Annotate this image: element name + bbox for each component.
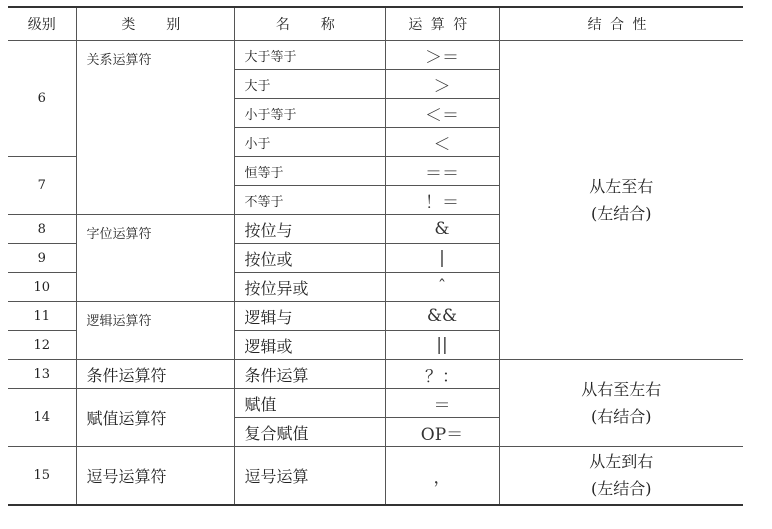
level-cell: 11: [8, 302, 76, 331]
header-operator: 运算符: [385, 7, 499, 41]
table-row: [8, 41, 743, 70]
table-row: [8, 360, 743, 389]
name-cell: 逻辑或: [234, 331, 385, 360]
name-cell: 按位异或: [234, 273, 385, 302]
associativity-line: (左结合): [591, 204, 652, 223]
associativity-cell: [499, 447, 743, 505]
table-row: [8, 447, 743, 505]
level-cell: 10: [8, 273, 76, 302]
name-cell: 条件运算: [234, 360, 385, 389]
associativity-cell: [499, 41, 743, 360]
name-cell: 不等于: [234, 186, 385, 215]
operator-cell: ＝: [385, 389, 499, 418]
associativity-line: 从左到右: [589, 452, 654, 472]
operator-precedence-table-container: [8, 6, 743, 506]
level-cell: 9: [8, 244, 76, 273]
operator-cell: ˆ: [385, 273, 499, 302]
associativity-cell: [499, 360, 743, 447]
operator-cell: ||: [385, 331, 499, 360]
level-cell: 13: [8, 360, 76, 389]
operator-precedence-table: [8, 6, 743, 506]
associativity-line: 从左至右: [589, 177, 654, 196]
associativity-line: (右结合): [591, 407, 652, 426]
name-cell: 复合赋值: [234, 418, 385, 447]
operator-cell: |: [385, 244, 499, 273]
name-cell: 小于: [234, 128, 385, 157]
operator-cell: &&: [385, 302, 499, 331]
header-level: 级别: [8, 7, 76, 41]
operator-cell: ＜＝: [385, 99, 499, 128]
level-cell: 14: [8, 389, 76, 447]
category-cell: 关系运算符: [76, 41, 234, 215]
operator-cell: ＞＝: [385, 41, 499, 70]
operator-cell: ？：: [385, 360, 499, 389]
name-cell: 小于等于: [234, 99, 385, 128]
level-cell: 7: [8, 157, 76, 215]
operator-cell: ＝＝: [385, 157, 499, 186]
operator-cell: ＜: [385, 128, 499, 157]
level-cell: 6: [8, 41, 76, 157]
associativity-line: 从右至左右: [581, 380, 662, 399]
category-cell: 逻辑运算符: [76, 302, 234, 360]
level-cell: 8: [8, 215, 76, 244]
header-name: 名 称: [234, 7, 385, 41]
name-cell: 赋值: [234, 389, 385, 418]
category-cell: 赋值运算符: [76, 389, 234, 447]
level-cell: 12: [8, 331, 76, 360]
name-cell: 逻辑与: [234, 302, 385, 331]
name-cell: 恒等于: [234, 157, 385, 186]
category-cell: 逗号运算符: [76, 447, 234, 505]
name-cell: 大于: [234, 70, 385, 99]
header-associativity: 结合性: [499, 7, 743, 41]
operator-cell: ＞: [385, 70, 499, 99]
operator-cell: &: [385, 215, 499, 244]
table-header-row: [8, 7, 743, 41]
name-cell: 按位或: [234, 244, 385, 273]
header-category: 类 别: [76, 7, 234, 41]
category-cell: 条件运算符: [76, 360, 234, 389]
name-cell: 大于等于: [234, 41, 385, 70]
level-cell: 15: [8, 447, 76, 505]
operator-cell: OP＝: [385, 418, 499, 447]
operator-cell: ，: [385, 447, 499, 505]
category-cell: 字位运算符: [76, 215, 234, 302]
associativity-line: (左结合): [591, 479, 652, 499]
operator-cell: ！＝: [385, 186, 499, 215]
name-cell: 逗号运算: [234, 447, 385, 505]
name-cell: 按位与: [234, 215, 385, 244]
